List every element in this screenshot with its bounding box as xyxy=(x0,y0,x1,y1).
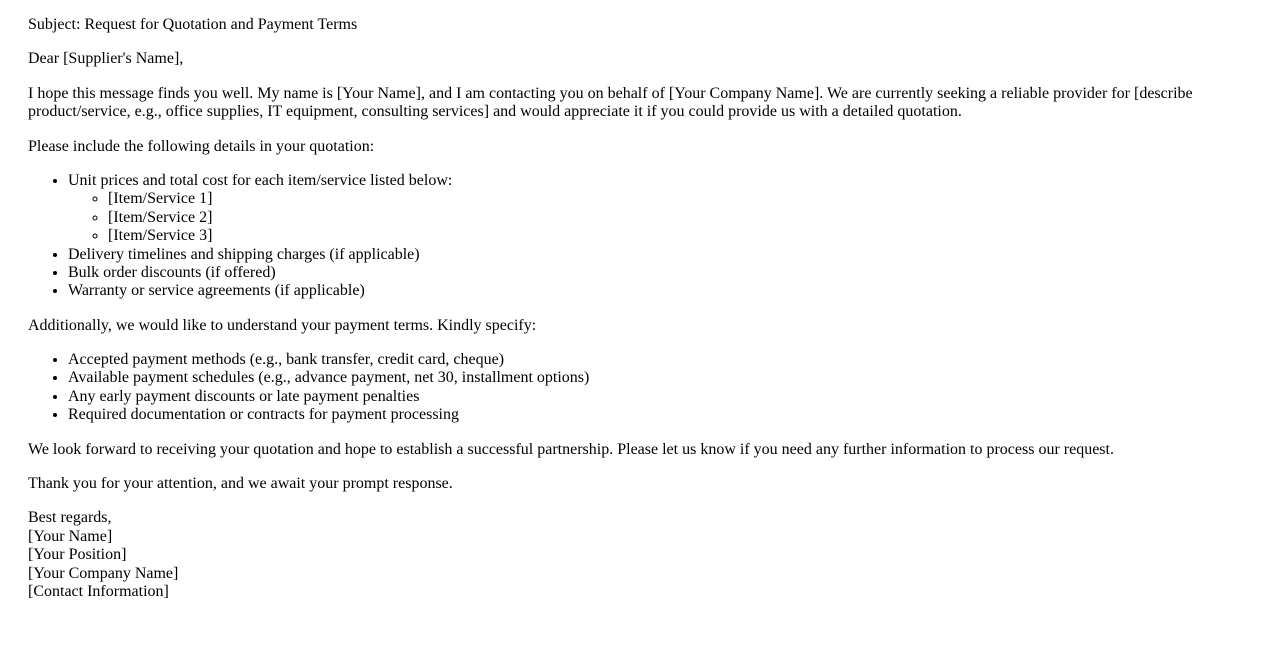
sub-list-item: ◦ [Item/Service 3] xyxy=(108,227,1250,245)
payment-terms-list xyxy=(28,351,1250,425)
signature-line: [Your Name] xyxy=(28,527,113,545)
list-item: • Required documentation or contracts for payment processing xyxy=(68,406,1250,424)
list-item: • Bulk order discounts (if offered) xyxy=(68,264,1250,282)
quotation-lead: Please include the following details in your quotation: xyxy=(28,137,375,155)
sub-list xyxy=(68,190,1250,245)
list-item: • Delivery timelines and shipping charges (if applicable) xyxy=(68,246,1250,264)
list-item: • Warranty or service agreements (if applicable) xyxy=(68,282,1250,300)
email-template-document xyxy=(28,16,1250,601)
closing-paragraph: We look forward to receiving your quotation and hope to establish a successful partnership. Please let us know if you need any further information to process our request. xyxy=(28,440,1114,458)
subject-line: Subject: Request for Quotation and Payment Terms xyxy=(28,16,358,33)
list-item: • Accepted payment methods (e.g., bank transfer, credit card, cheque) xyxy=(68,351,1250,369)
signature-line: [Your Position] xyxy=(28,546,127,564)
intro-paragraph: I hope this message finds you well. My name is [Your Name], and I am contacting you on behalf of [Your Company Name]. We are currently seeking a reliable provider for [describe product/service, e.g., office supplies, IT equipment, consulting services] and would appreciate it if you could provide us with a detailed quotation. xyxy=(28,84,1193,121)
sub-list-item: ◦ [Item/Service 1] xyxy=(108,190,1250,208)
list-item: • Available payment schedules (e.g., advance payment, net 30, installment options) xyxy=(68,369,1250,387)
list-item: • Unit prices and total cost for each item/service listed below: ◦ [Item/Service 1] ◦ [Item/Service 2] ◦ [Item/Service 3] xyxy=(68,172,1250,246)
sub-list-item: ◦ [Item/Service 2] xyxy=(108,209,1250,227)
thanks-paragraph: Thank you for your attention, and we await your prompt response. xyxy=(28,475,453,493)
quotation-details-list xyxy=(28,172,1250,301)
signature-line: [Your Company Name] xyxy=(28,564,179,582)
payment-lead: Additionally, we would like to understand your payment terms. Kindly specify: xyxy=(28,316,537,334)
greeting: Dear [Supplier's Name], xyxy=(28,50,184,68)
signature-line: [Contact Information] xyxy=(28,582,169,600)
signature-line: Best regards, xyxy=(28,509,112,527)
signature-block xyxy=(28,509,1250,601)
list-item: • Any early payment discounts or late payment penalties xyxy=(68,388,1250,406)
